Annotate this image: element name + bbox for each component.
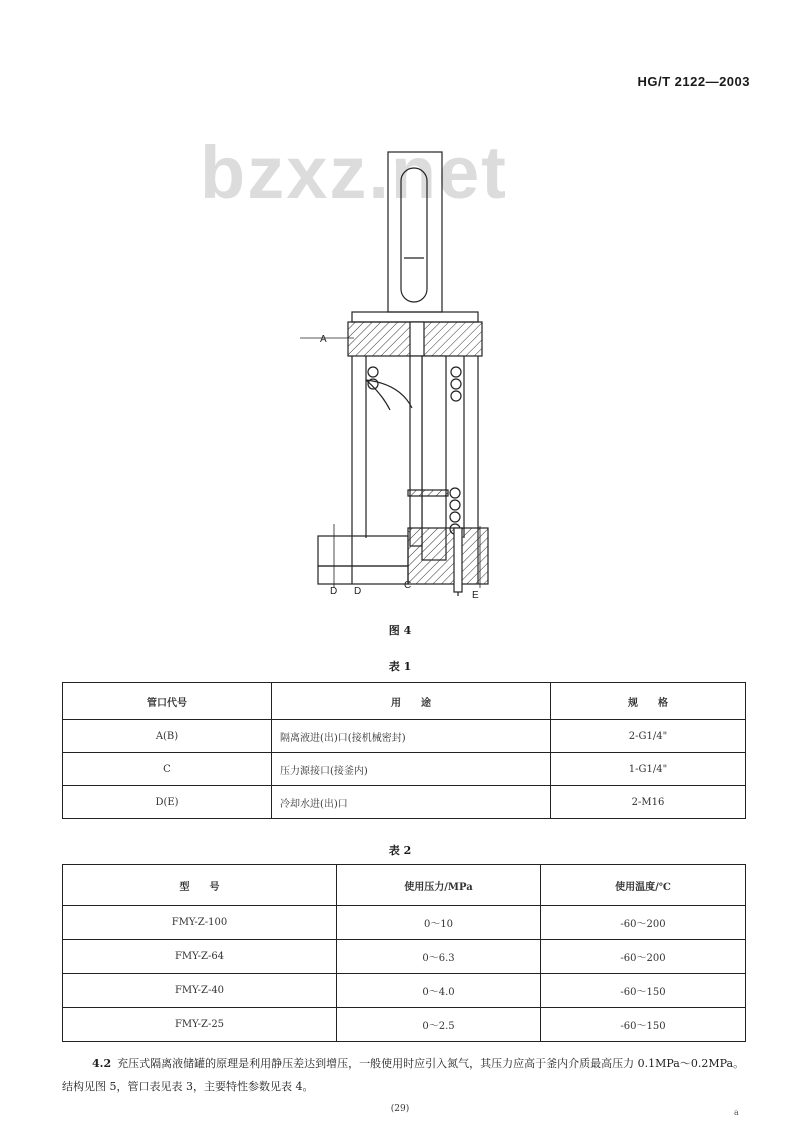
port-label-d2: D xyxy=(354,586,362,597)
section-number: 4.2 xyxy=(92,1057,112,1070)
table-header-cell: 使用压力/MPa xyxy=(337,865,541,906)
table-cell: 0～10 xyxy=(337,906,541,940)
table-cell: 0～6.3 xyxy=(337,940,541,974)
table-row xyxy=(63,940,746,974)
table-cell: 压力源接口(接釜内) xyxy=(272,753,551,786)
table-cell: FMY-Z-25 xyxy=(63,1008,337,1042)
table-cell: FMY-Z-100 xyxy=(63,906,337,940)
port-label-a: A xyxy=(320,334,327,345)
port-label-d1: D xyxy=(330,586,338,597)
standard-code: HG/T 2122—2003 xyxy=(637,74,750,89)
port-label-c: C xyxy=(404,580,412,591)
table-cell: 2-M16 xyxy=(551,786,746,819)
table-header-row xyxy=(63,683,746,720)
table-cell: -60～200 xyxy=(541,906,746,940)
table-cell: A(B) xyxy=(63,720,272,753)
table-cell: 隔离液进(出)口(接机械密封) xyxy=(272,720,551,753)
table-cell: FMY-Z-40 xyxy=(63,974,337,1008)
table-row xyxy=(63,906,746,940)
table-row xyxy=(63,720,746,753)
table-header-cell: 型 号 xyxy=(63,865,337,906)
table-2 xyxy=(62,864,746,1042)
table-row xyxy=(63,753,746,786)
table-cell: 1-G1/4" xyxy=(551,753,746,786)
table-header-cell: 使用温度/℃ xyxy=(541,865,746,906)
table-header-cell: 管口代号 xyxy=(63,683,272,720)
section-text: 充压式隔离液储罐的原理是利用静压差达到增压，一般使用时应引入氮气，其压力应高于釜内介质最高压力 0.1MPa～0.2MPa。结构见图 5，管口表见表 3，主要特性参数见表 4。 xyxy=(62,1057,745,1093)
table-cell: 冷却水进(出)口 xyxy=(272,786,551,819)
table-cell: -60～150 xyxy=(541,974,746,1008)
table-header-cell: 用 途 xyxy=(272,683,551,720)
table-cell: FMY-Z-64 xyxy=(63,940,337,974)
port-label-e: E xyxy=(472,590,479,601)
table-cell: 2-G1/4" xyxy=(551,720,746,753)
table2-caption: 表 2 xyxy=(388,844,412,857)
table-cell: -60～150 xyxy=(541,1008,746,1042)
seal-reservoir-drawing xyxy=(300,148,520,608)
table-cell: D(E) xyxy=(63,786,272,819)
table-row xyxy=(63,786,746,819)
table-header-cell: 规 格 xyxy=(551,683,746,720)
figure-4-drawing xyxy=(300,148,520,608)
figure-caption: 图 4 xyxy=(388,624,412,637)
section-4-2-paragraph xyxy=(62,1052,752,1098)
page-number: (29) xyxy=(390,1104,410,1114)
table-row xyxy=(63,974,746,1008)
table1-caption: 表 1 xyxy=(388,660,412,673)
table-cell: 0～2.5 xyxy=(337,1008,541,1042)
table-cell: C xyxy=(63,753,272,786)
table-header-row xyxy=(63,865,746,906)
table-cell: -60～200 xyxy=(541,940,746,974)
table-1 xyxy=(62,682,746,819)
table-row xyxy=(63,1008,746,1042)
watermark-logo: bzxz.net xyxy=(200,131,508,214)
corner-mark: a xyxy=(734,1108,739,1117)
table-cell: 0～4.0 xyxy=(337,974,541,1008)
